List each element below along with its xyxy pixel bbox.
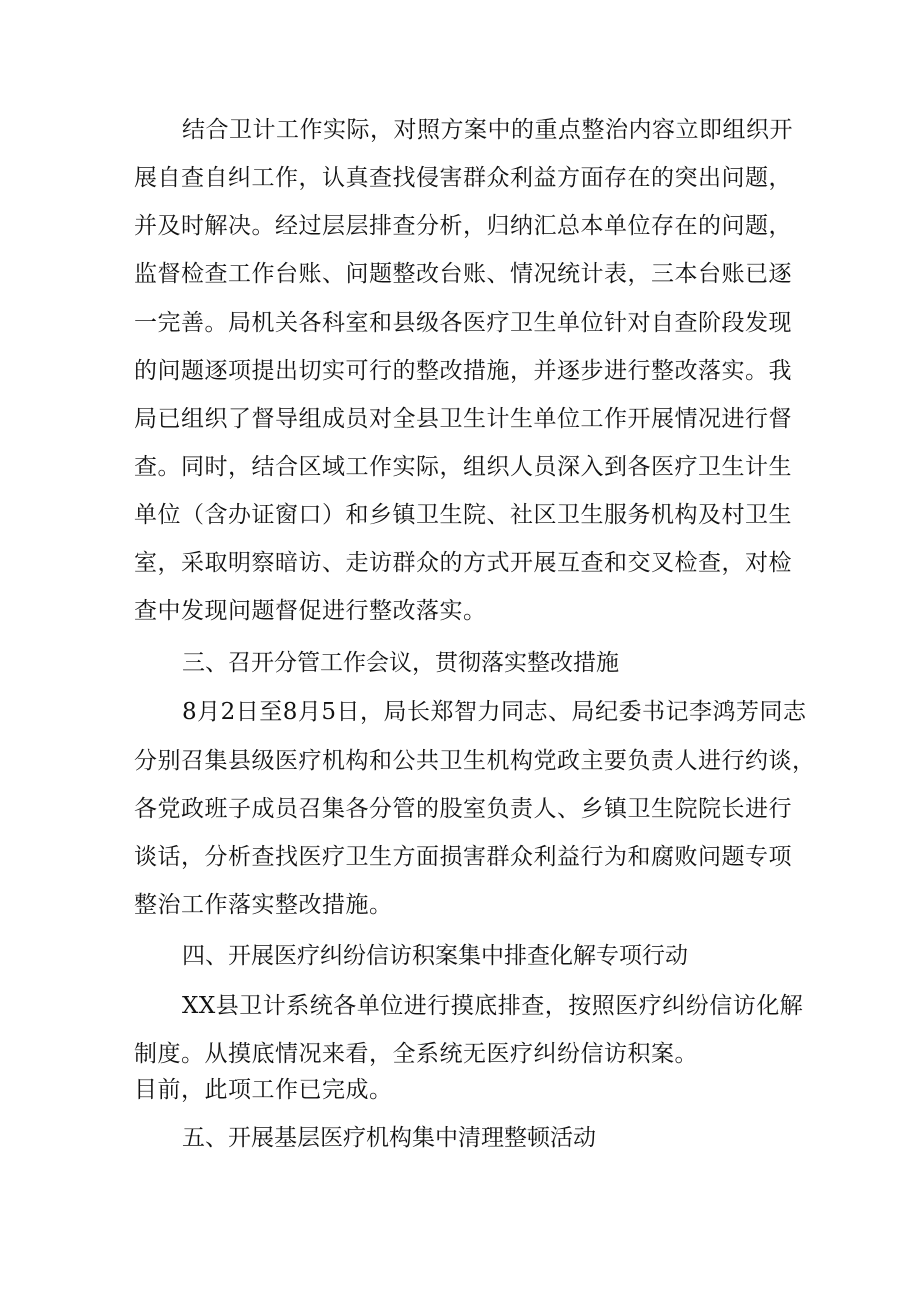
- paragraph-line: 室，采取明察暗访、走访群众的方式开展互查和交叉检查，对检: [134, 550, 792, 576]
- paragraph-line: 各党政班子成员召集各分管的股室负责人、乡镇卫生院院长进行: [134, 796, 792, 822]
- paragraph-line: 结合卫计工作实际，对照方案中的重点整治内容立即组织开: [182, 117, 793, 143]
- section-heading-3: 三、召开分管工作会议，贯彻落实整改措施: [182, 650, 619, 676]
- paragraph-line: 监督检查工作台账、问题整改台账、情况统计表，三本台账已逐: [134, 261, 792, 287]
- paragraph-line: 谈话，分析查找医疗卫生方面损害群众利益行为和腐败问题专项: [134, 844, 792, 870]
- section-heading-4: 四、开展医疗纠纷信访积案集中排查化解专项行动: [182, 943, 688, 969]
- paragraph-line: 并及时解决。经过层层排查分析，归纳汇总本单位存在的问题，: [134, 213, 792, 239]
- paragraph-line: 查中发现问题督促进行整改落实。: [134, 598, 487, 624]
- paragraph-line: 局已组织了督导组成员对全县卫生计生单位工作开展情况进行督: [134, 406, 792, 432]
- paragraph-line: 一完善。局机关各科室和县级各医疗卫生单位针对自查阶段发现: [134, 310, 792, 336]
- paragraph-line: 8月2日至8月5日，局长郑智力同志、局纪委书记李鸿芳同志: [182, 699, 807, 725]
- paragraph-line: XX县卫计系统各单位进行摸底排查，按照医疗纠纷信访化解: [182, 993, 804, 1019]
- paragraph-line: 制度。从摸底情况来看，全系统无医疗纠纷信访积案。: [134, 1041, 698, 1067]
- paragraph-line: 查。同时，结合区域工作实际，组织人员深入到各医疗卫生计生: [134, 454, 792, 480]
- paragraph-line: 的问题逐项提出切实可行的整改措施，并逐步进行整改落实。我: [134, 358, 792, 384]
- paragraph-line: 整治工作落实整改措施。: [134, 892, 393, 918]
- paragraph-line: 单位（含办证窗口）和乡镇卫生院、社区卫生服务机构及村卫生: [134, 502, 792, 528]
- section-heading-5: 五、开展基层医疗机构集中清理整顿活动: [182, 1125, 596, 1151]
- paragraph-line: 展自查自纠工作，认真查找侵害群众利益方面存在的突出问题，: [134, 165, 792, 191]
- paragraph-line: 目前，此项工作已完成。: [134, 1077, 393, 1103]
- paragraph-line: 分别召集县级医疗机构和公共卫生机构党政主要负责人进行约谈，: [134, 748, 816, 774]
